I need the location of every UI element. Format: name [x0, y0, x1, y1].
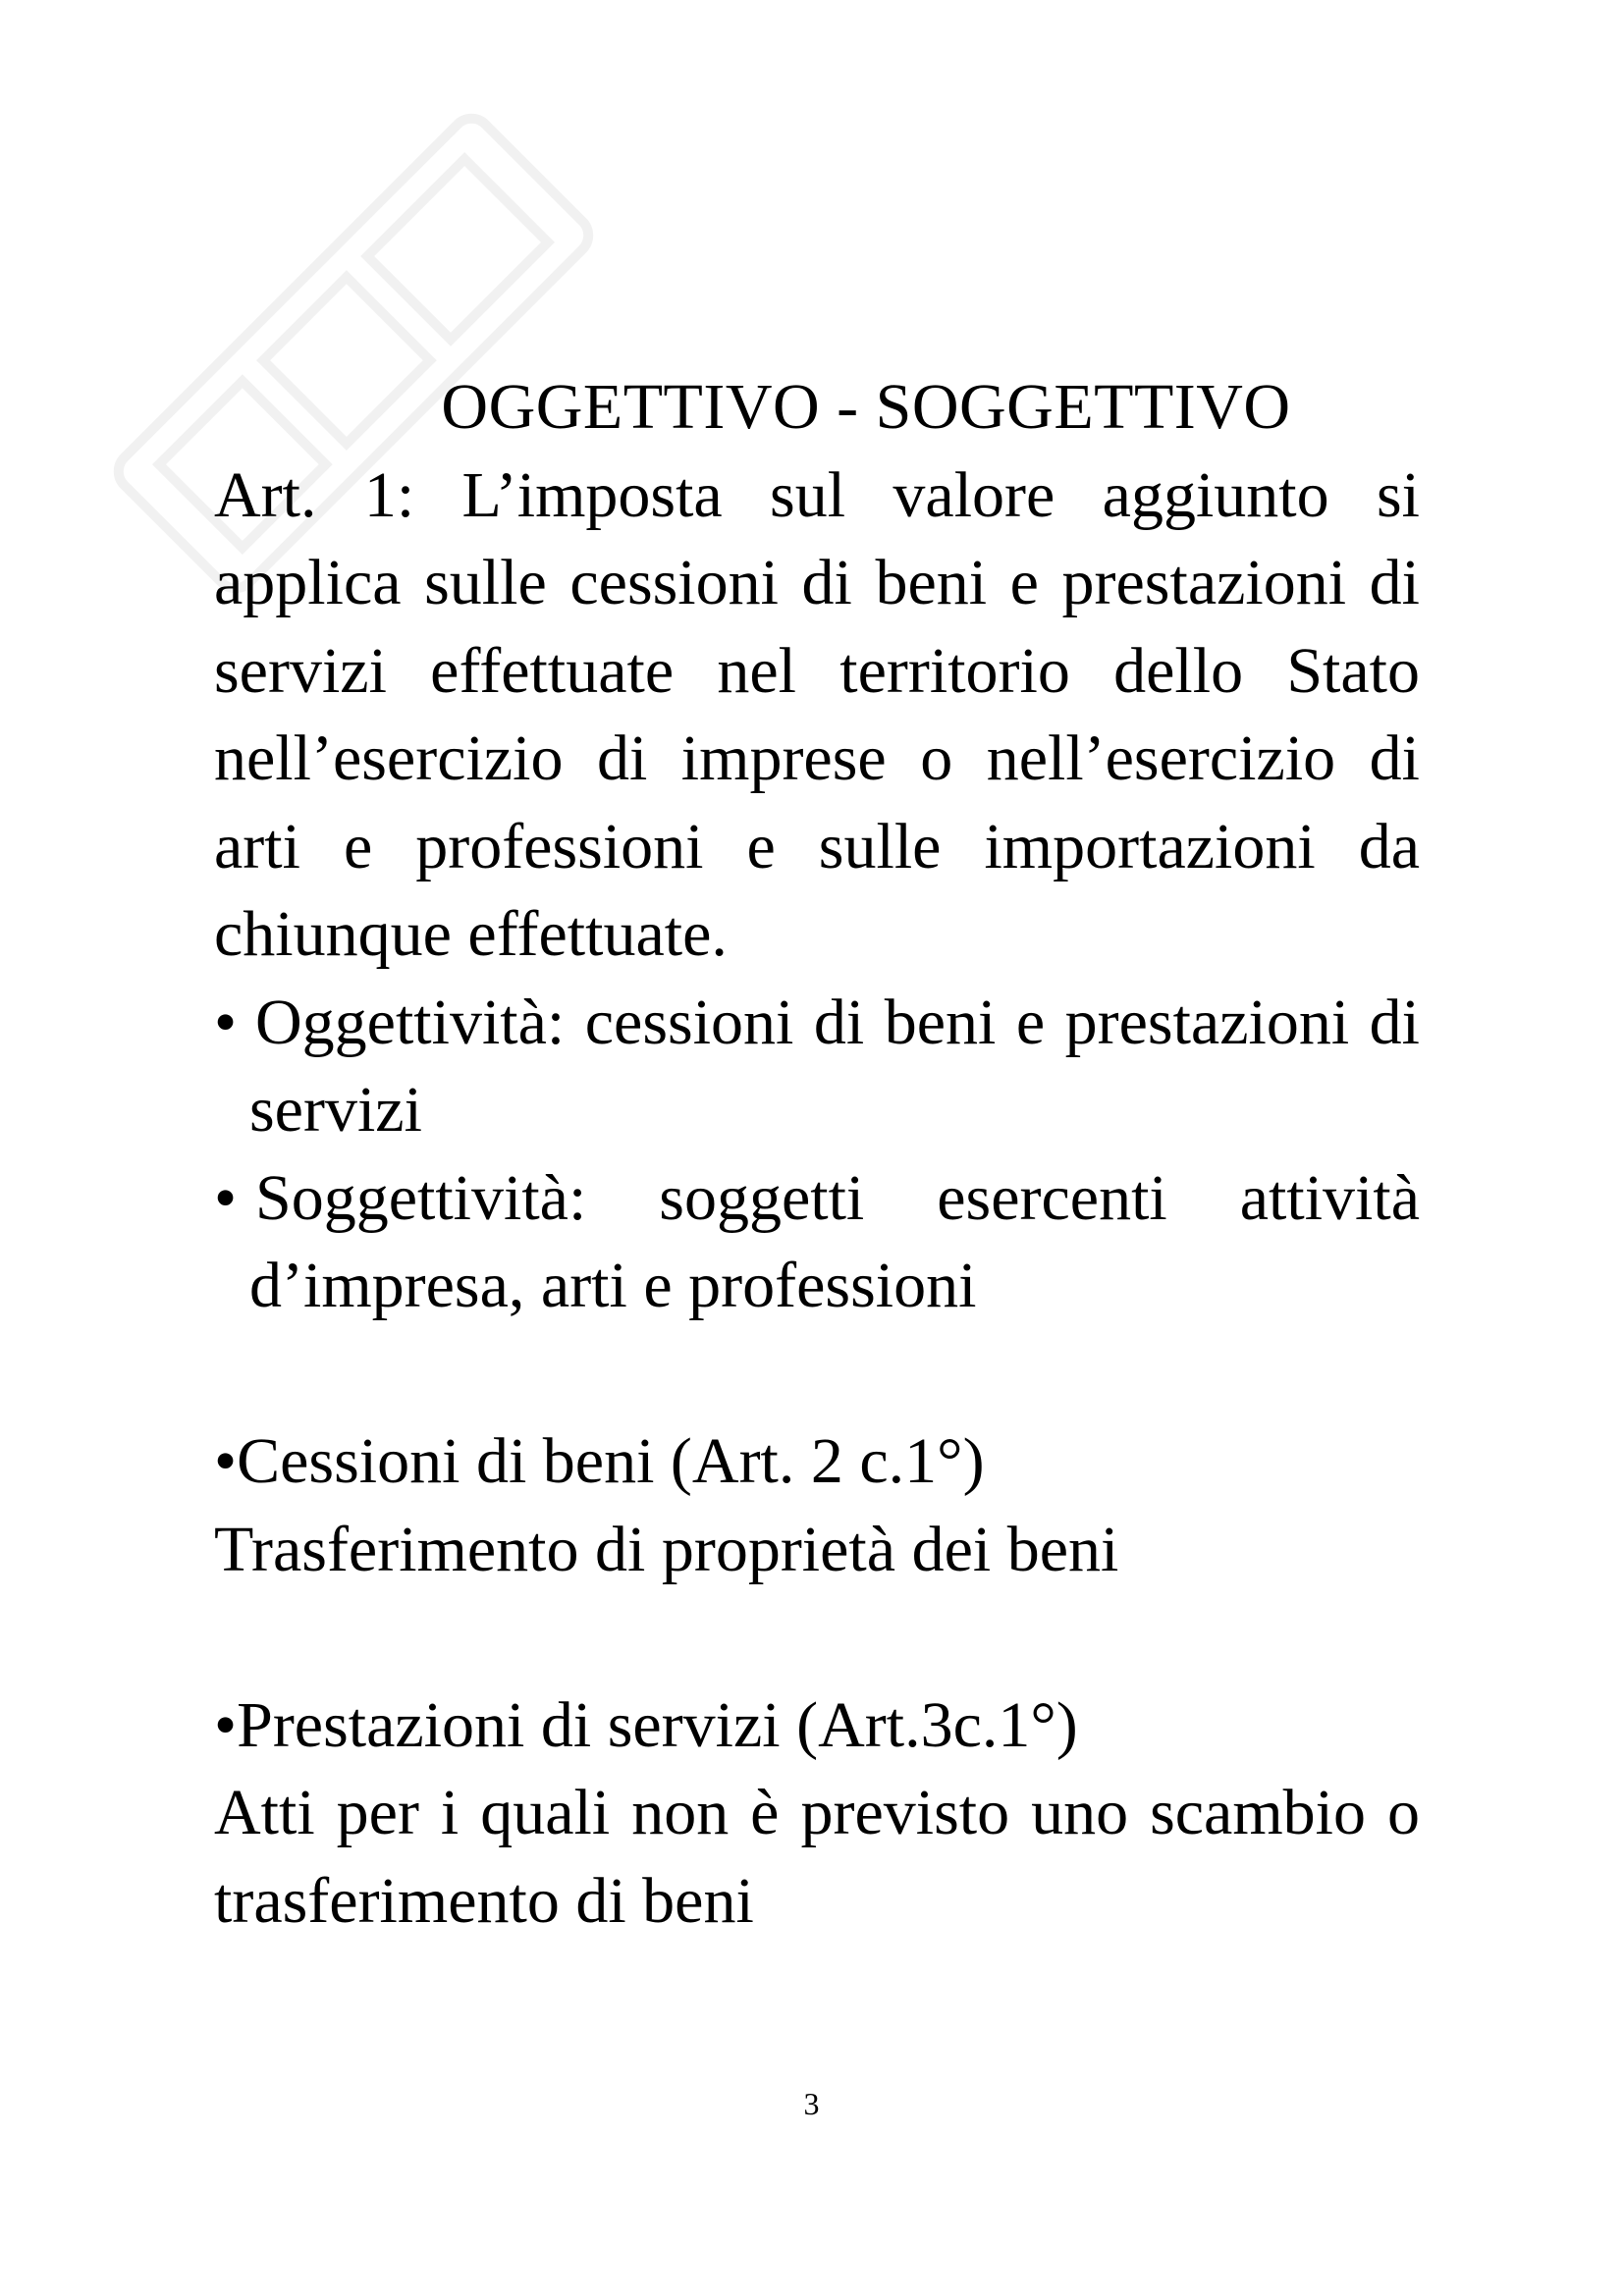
section-body-prestazioni: Atti per i quali non è previsto uno scambio o trasferimento di beni: [214, 1777, 1420, 1937]
bullet-icon: •: [214, 1161, 238, 1234]
section-heading-prestazioni: [214, 1682, 1420, 1770]
document-body: [214, 363, 1420, 1945]
bullet-icon: •: [214, 1425, 238, 1497]
list-item-soggettivita: [214, 1154, 1420, 1330]
page-title: OGGETTIVO - SOGGETTIVO: [441, 371, 1291, 443]
page-number: 3: [803, 2086, 820, 2121]
bullet-icon: •: [214, 1688, 238, 1761]
list-item-oggettivita: [214, 979, 1420, 1154]
bullet-icon: •: [214, 986, 238, 1058]
section-body-cessioni: Trasferimento di proprietà dei beni: [214, 1513, 1119, 1585]
section-heading-cessioni: [214, 1417, 1420, 1506]
spacer: [214, 1593, 1420, 1682]
section-prestazioni: [214, 1682, 1420, 1946]
section-cessioni: [214, 1417, 1420, 1593]
section-heading-text: Cessioni di beni (Art. 2 c.1°): [237, 1425, 985, 1497]
article-1-text: Art. 1: L’imposta sul valore aggiunto si applica sulle cessioni di beni e prestazioni di servizi effettuate nel territorio dello Stato nell’esercizio di imprese o nell’esercizio di arti e professioni e sulle importazioni da chiunque effettuate.: [214, 458, 1420, 970]
section-heading-text: Prestazioni di servizi (Art.3c.1°): [237, 1688, 1078, 1761]
bullet-text-soggettivita: Soggettività: soggetti esercenti attività d’impresa, arti e professioni: [249, 1161, 1420, 1321]
spacer: [214, 1330, 1420, 1418]
bullet-text-oggettivita: Oggettività: cessioni di beni e prestazioni di servizi: [249, 986, 1420, 1146]
